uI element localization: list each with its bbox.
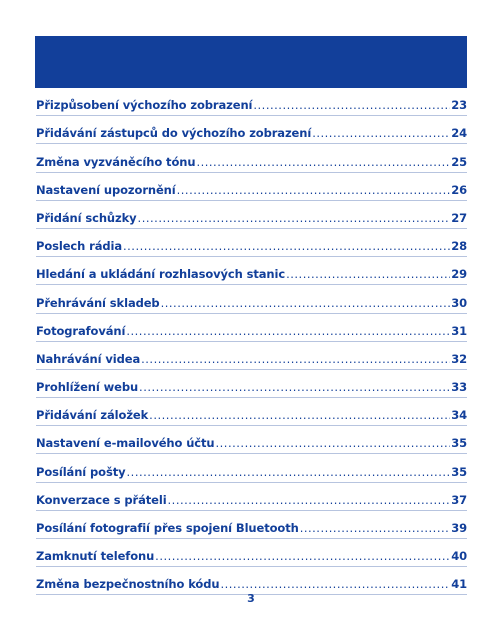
toc-entry-title: Posílání fotografií přes spojení Bluetooth bbox=[36, 521, 299, 535]
toc-entry-title: Přidávání záložek bbox=[36, 408, 149, 423]
toc-entry-title: Hledání a ukládání rozhlasových stanic bbox=[36, 267, 286, 282]
toc-entry-page: 33 bbox=[451, 380, 467, 395]
toc-leader-dots bbox=[253, 98, 450, 112]
toc-entry-title: Posílání pošty bbox=[36, 464, 126, 479]
toc-entry-page: 31 bbox=[451, 323, 467, 338]
header-band bbox=[35, 36, 467, 88]
toc-entry[interactable] bbox=[36, 257, 467, 285]
toc-entry-title: Prohlížení webu bbox=[36, 380, 139, 395]
toc-leader-dots bbox=[177, 183, 451, 197]
toc-entry-page: 40 bbox=[451, 549, 467, 564]
toc-entry-title: Změna vyzváněcího tónu bbox=[36, 154, 196, 169]
toc-entry-page: 25 bbox=[451, 154, 467, 169]
toc-leader-dots bbox=[312, 126, 450, 140]
toc-leader-dots bbox=[196, 155, 450, 169]
toc-leader-dots bbox=[141, 352, 450, 366]
toc-entry[interactable] bbox=[36, 483, 467, 511]
toc-entry[interactable] bbox=[36, 342, 467, 370]
toc-leader-dots bbox=[138, 211, 451, 225]
toc-entry-title: Nastavení e-mailového účtu bbox=[36, 436, 215, 451]
toc-leader-dots bbox=[161, 296, 451, 310]
toc-entry[interactable] bbox=[36, 370, 467, 398]
toc-leader-dots bbox=[168, 493, 451, 507]
toc-entry-page: 30 bbox=[451, 295, 467, 310]
table-of-contents bbox=[36, 88, 467, 595]
toc-entry-title: Zamknutí telefonu bbox=[36, 549, 155, 564]
toc-leader-dots bbox=[149, 408, 450, 422]
toc-leader-dots bbox=[126, 324, 450, 338]
toc-entry-title: Poslech rádia bbox=[36, 239, 122, 254]
toc-leader-dots bbox=[300, 521, 451, 535]
toc-entry-page: 37 bbox=[451, 492, 467, 507]
toc-entry-page: 27 bbox=[451, 210, 467, 225]
toc-entry[interactable] bbox=[36, 229, 467, 257]
toc-leader-dots bbox=[139, 380, 450, 394]
toc-entry-title: Nastavení upozornění bbox=[36, 182, 176, 197]
toc-entry-title: Přizpůsobení výchozího zobrazení bbox=[36, 98, 253, 113]
toc-entry[interactable] bbox=[36, 173, 467, 201]
toc-entry-title: Nahrávání videa bbox=[36, 351, 141, 366]
toc-entry-title: Konverzace s přáteli bbox=[36, 492, 167, 507]
toc-entry-page: 23 bbox=[451, 98, 467, 113]
toc-leader-dots bbox=[127, 465, 451, 479]
toc-entry-page: 32 bbox=[451, 351, 467, 366]
toc-entry-page: 26 bbox=[451, 182, 467, 197]
toc-entry-page: 34 bbox=[451, 408, 467, 423]
toc-entry[interactable] bbox=[36, 426, 467, 454]
toc-entry[interactable] bbox=[36, 88, 467, 116]
toc-entry-title: Přidávání zástupců do výchozího zobrazení bbox=[36, 126, 312, 141]
toc-entry-page: 35 bbox=[451, 436, 467, 451]
toc-entry-title: Přidání schůzky bbox=[36, 210, 137, 225]
toc-entry-title: Přehrávání skladeb bbox=[36, 295, 160, 310]
toc-entry-title: Změna bezpečnostního kódu bbox=[36, 577, 220, 592]
toc-entry-page: 28 bbox=[451, 239, 467, 254]
toc-entry-page: 35 bbox=[451, 464, 467, 479]
toc-entry[interactable] bbox=[36, 539, 467, 567]
toc-entry[interactable] bbox=[36, 116, 467, 144]
toc-entry[interactable] bbox=[36, 285, 467, 313]
toc-entry[interactable] bbox=[36, 398, 467, 426]
toc-entry[interactable] bbox=[36, 314, 467, 342]
toc-leader-dots bbox=[155, 549, 450, 563]
toc-entry[interactable] bbox=[36, 454, 467, 482]
page-number: 3 bbox=[247, 592, 255, 605]
toc-leader-dots bbox=[216, 436, 451, 450]
toc-entry-page: 29 bbox=[451, 267, 467, 282]
toc-entry[interactable] bbox=[36, 511, 467, 539]
toc-entry-title: Fotografování bbox=[36, 323, 126, 338]
toc-entry[interactable] bbox=[36, 201, 467, 229]
toc-leader-dots bbox=[220, 577, 450, 591]
toc-leader-dots bbox=[123, 239, 450, 253]
toc-entry-page: 39 bbox=[451, 521, 467, 535]
toc-entry[interactable] bbox=[36, 144, 467, 172]
toc-leader-dots bbox=[286, 267, 450, 281]
toc-entry-page: 24 bbox=[451, 126, 467, 141]
toc-entry-page: 41 bbox=[451, 577, 467, 592]
